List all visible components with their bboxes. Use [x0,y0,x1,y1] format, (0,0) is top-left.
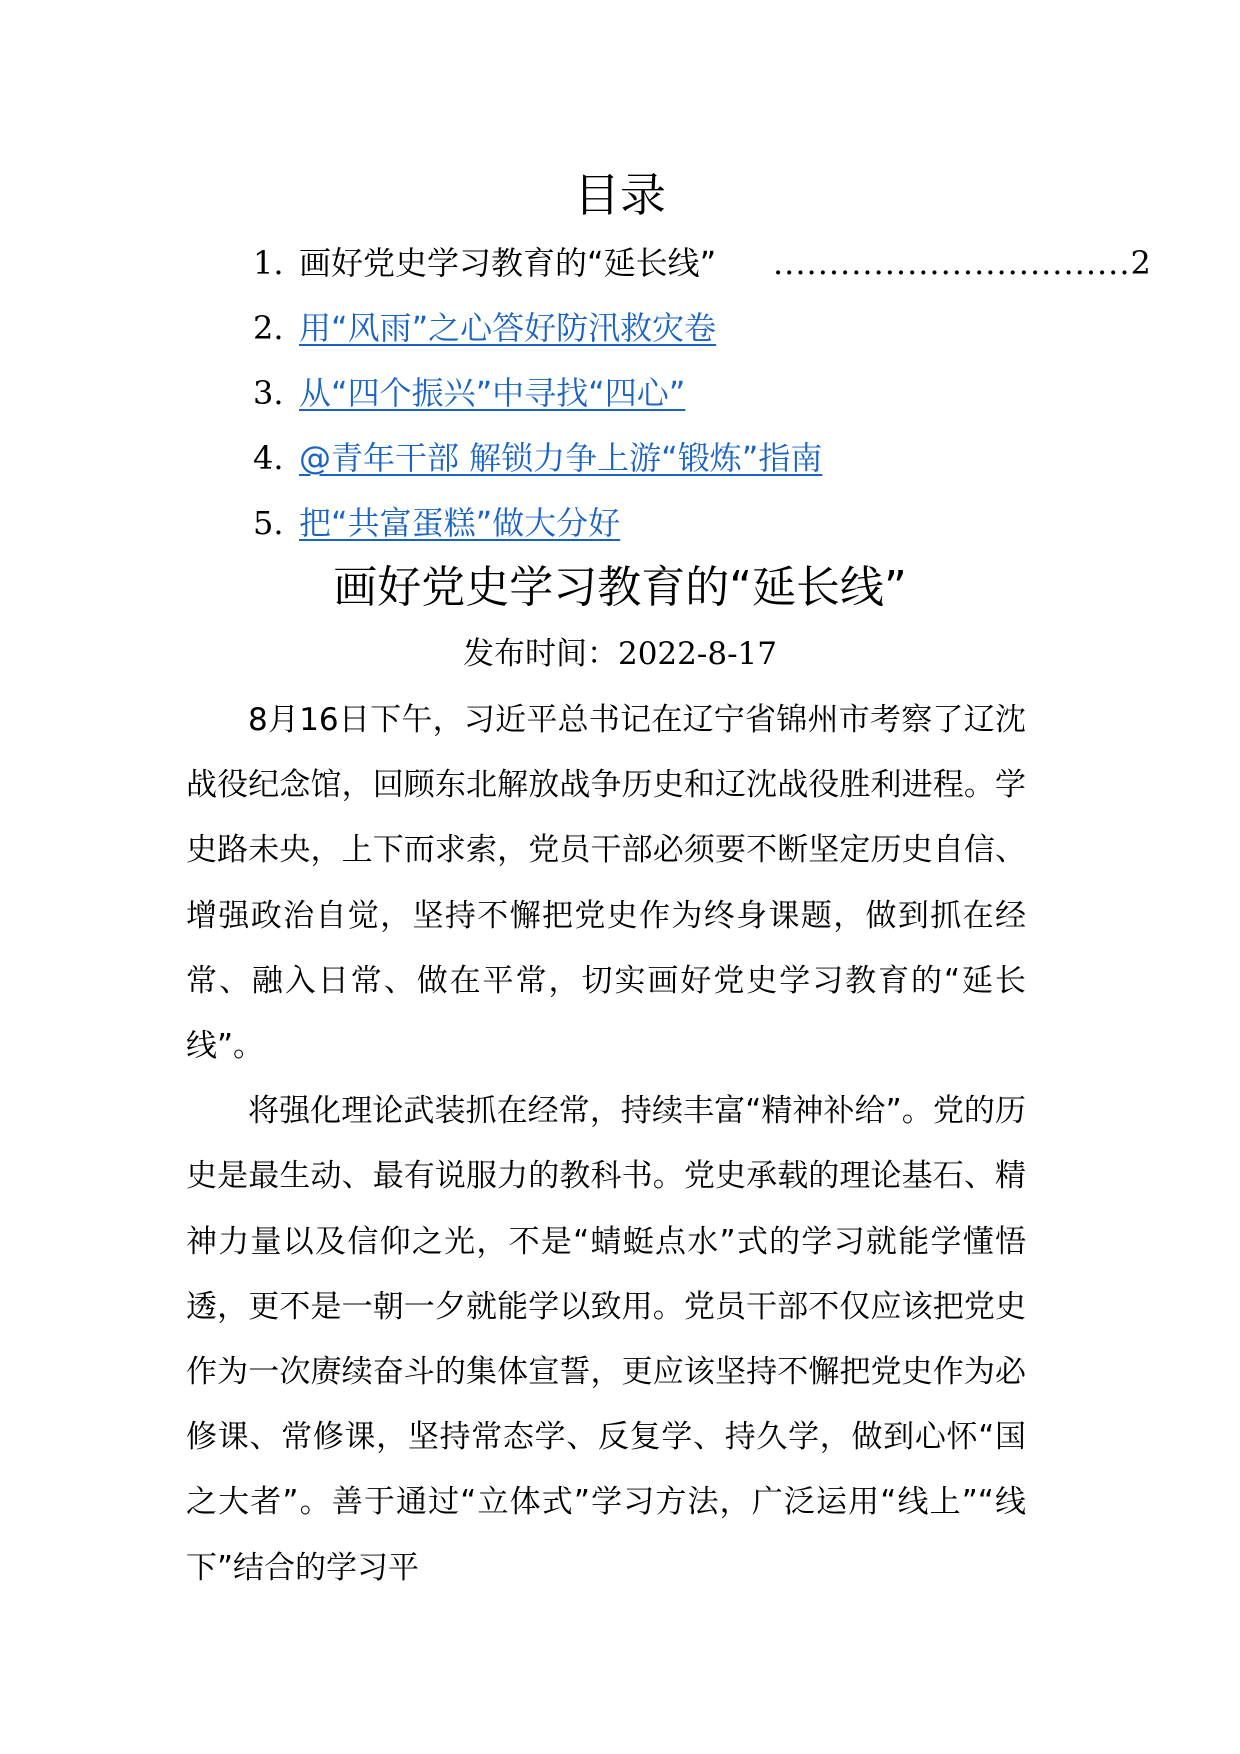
article-title: 画好党史学习教育的“延长线” [333,562,907,613]
toc-link[interactable]: 用“风雨”之心答好防汛救灾卷 [299,309,717,347]
toc-item-4[interactable] [253,433,1053,498]
publish-date-value: 2022-8-17 [617,636,777,672]
toc-item-number: 1. [253,244,284,282]
toc-item-5[interactable] [253,498,1053,563]
publish-date [0,630,1240,678]
toc-title: 目录 [574,168,666,222]
article-body [186,688,1026,1601]
toc-item-3[interactable] [253,368,1053,433]
toc-item-text[interactable]: 画好党史学习教育的“延长线” [299,244,717,282]
table-of-contents [253,238,1151,563]
toc-dot-leader: ................................ [773,244,1131,282]
toc-item-page: 2 [1130,244,1151,282]
publish-date-label: 发布时间： [462,636,618,672]
toc-item-number: 2. [253,309,284,347]
toc-link[interactable]: 从“四个振兴”中寻找“四心” [299,374,686,412]
toc-link[interactable]: 把“共富蛋糕”做大分好 [299,504,621,542]
paragraph: 8月16日下午，习近平总书记在辽宁省锦州市考察了辽沈战役纪念馆，回顾东北解放战争历史和辽沈战役胜利进程。学史路未央，上下而求索，党员干部必须要不断坚定历史自信、增强政治自觉，坚持不懈把党史作为终身课题，做到抓在经常、融入日常、做在平常，切实画好党史学习教育的“延长线”。 [186,702,1026,1065]
toc-item-number: 5. [253,504,284,542]
toc-item-number: 4. [253,439,284,477]
toc-link[interactable]: @青年干部 解锁力争上游“锻炼”指南 [299,439,823,477]
toc-item-1[interactable] [253,238,1151,303]
toc-item-number: 3. [253,374,284,412]
paragraph: 将强化理论武装抓在经常，持续丰富“精神补给”。党的历史是最生动、最有说服力的教科书。党史承载的理论基石、精神力量以及信仰之光，不是“蜻蜓点水”式的学习就能学懂悟透，更不是一朝一夕就能学以致用。党员干部不仅应该把党史作为一次赓续奋斗的集体宣誓，更应该坚持不懈把党史作为必修课、常修课，坚持常态学、反复学、持久学，做到心怀“国之大者”。善于通过“立体式”学习方法，广泛运用“线上”“线下”结合的学习平 [186,1093,1026,1586]
toc-item-leader [773,238,1151,288]
toc-item-2[interactable] [253,303,1053,368]
